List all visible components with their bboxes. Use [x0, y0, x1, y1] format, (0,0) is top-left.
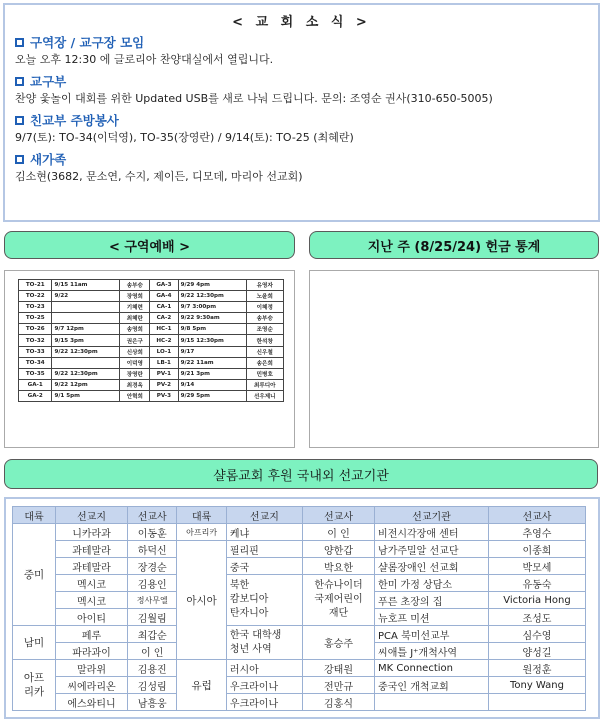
- schedule-cell: 송부승: [120, 280, 150, 291]
- missions-table: [12, 506, 586, 711]
- region-south-america: 남미: [13, 626, 56, 660]
- missionary: 김용진: [128, 660, 177, 677]
- schedule-row: [19, 313, 284, 324]
- missionary: 박모세: [488, 558, 585, 575]
- site-north-korea: 북한: [229, 580, 250, 591]
- schedule-row: [19, 379, 284, 390]
- schedule-cell: 9/22 11am: [178, 357, 246, 368]
- square-bullet-icon: [15, 155, 24, 164]
- schedule-cell: 민병호: [246, 368, 283, 379]
- schedule-cell: 9/21 3pm: [178, 368, 246, 379]
- schedule-cell: 신상희: [120, 346, 150, 357]
- schedule-cell: 송영희: [120, 324, 150, 335]
- schedule-cell: TO-35: [19, 368, 52, 379]
- news-body-line: 오늘 오후 12:30 에 글로리아 찬양대실에서 열립니다.: [15, 53, 274, 66]
- schedule-cell: 권은구: [120, 335, 150, 346]
- schedule-cell: PV-2: [150, 379, 178, 390]
- offering-stats-panel: [309, 270, 599, 448]
- missions-column-header: 대륙: [13, 507, 56, 524]
- news-heading-text: 친교부 주방봉사: [30, 113, 119, 128]
- missionary: 이종희: [488, 541, 585, 558]
- schedule-cell: 조영순: [246, 324, 283, 335]
- missionary: 정사무엘: [128, 592, 177, 609]
- schedule-cell: 9/8 5pm: [178, 324, 246, 335]
- mission-org: PCA 북미선교부: [375, 626, 489, 643]
- news-heading-text: 교구부: [30, 74, 67, 89]
- schedule-cell: CA-2: [150, 313, 178, 324]
- mission-site: 에스와티니: [55, 694, 127, 711]
- mission-org: 한미 가정 상담소: [375, 575, 489, 592]
- schedule-cell: GA-4: [150, 291, 178, 302]
- schedule-cell: 선우제니: [246, 390, 283, 401]
- missionary: 추영수: [488, 524, 585, 541]
- mission-org: 푸른 초장의 집: [375, 592, 489, 609]
- mission-org: 샬롬장애인 선교회: [375, 558, 489, 575]
- mission-site-multi: [226, 575, 302, 626]
- missionary: 조성도: [488, 609, 585, 626]
- schedule-cell: GA-3: [150, 280, 178, 291]
- schedule-cell: 9/15 12:30pm: [178, 335, 246, 346]
- region-central-america: 중미: [13, 524, 56, 626]
- news-heading: [15, 150, 598, 168]
- schedule-cell: 최혜란: [120, 313, 150, 324]
- offering-stats-header: 지난 주 (8/25/24) 헌금 통계: [309, 231, 599, 259]
- site-line: 한국 대학생: [229, 629, 282, 641]
- schedule-cell: GA-1: [19, 379, 52, 390]
- schedule-row: [19, 357, 284, 368]
- schedule-cell: LO-1: [150, 346, 178, 357]
- schedule-cell: 송은희: [246, 357, 283, 368]
- schedule-row: [19, 280, 284, 291]
- schedule-cell: 기혜련: [120, 302, 150, 313]
- news-heading: [15, 111, 598, 129]
- missions-column-header: 선교지: [55, 507, 127, 524]
- region-europe: 유럽: [177, 660, 226, 711]
- schedule-cell: 신우철: [246, 346, 283, 357]
- schedule-cell: 송부승: [246, 313, 283, 324]
- mission-site-korea: [226, 626, 302, 660]
- missionary: 김용인: [128, 575, 177, 592]
- news-heading-text: 새가족: [30, 152, 67, 167]
- mission-site: 아이티: [55, 609, 127, 626]
- missionary: 장경순: [128, 558, 177, 575]
- mission-site: 중국: [226, 558, 302, 575]
- district-worship-header: < 구역예배 >: [4, 231, 295, 259]
- missionary: 김성림: [128, 677, 177, 694]
- news-title: < 교 회 소 식 >: [232, 15, 371, 30]
- schedule-cell: 최루디아: [246, 379, 283, 390]
- schedule-cell: [52, 302, 120, 313]
- news-item: [5, 33, 598, 68]
- schedule-cell: 이덕영: [120, 357, 150, 368]
- missionary: 박요한: [302, 558, 374, 575]
- schedule-cell: PV-3: [150, 390, 178, 401]
- schedule-cell: 한석창: [246, 335, 283, 346]
- schedule-row: [19, 335, 284, 346]
- news-item: [5, 72, 598, 107]
- news-items: [5, 33, 598, 185]
- missionary: 이 인: [302, 524, 374, 541]
- schedule-cell: TO-21: [19, 280, 52, 291]
- schedule-cell: 9/29 5pm: [178, 390, 246, 401]
- mission-site: 멕시코: [55, 592, 127, 609]
- schedule-cell: TO-34: [19, 357, 52, 368]
- schedule-cell: 노윤희: [246, 291, 283, 302]
- mission-org: 남가주밀알 선교단: [375, 541, 489, 558]
- missionary: 최갑순: [128, 626, 177, 643]
- missions-column-header: 선교기관: [375, 507, 489, 524]
- schedule-cell: TO-22: [19, 291, 52, 302]
- schedule-cell: 장영란: [120, 368, 150, 379]
- schedule-row: [19, 291, 284, 302]
- missionary: 김월림: [128, 609, 177, 626]
- missionary-line: 국제어린이: [314, 594, 363, 605]
- schedule-cell: 9/1 5pm: [52, 390, 120, 401]
- schedule-cell: 최경옥: [120, 379, 150, 390]
- mission-site: 말라위: [55, 660, 127, 677]
- schedule-cell: LB-1: [150, 357, 178, 368]
- schedule-cell: 9/14: [178, 379, 246, 390]
- schedule-cell: 이혜정: [246, 302, 283, 313]
- mission-site: 페루: [55, 626, 127, 643]
- schedule-cell: 유영자: [246, 280, 283, 291]
- schedule-row: [19, 368, 284, 379]
- mission-org: [375, 694, 489, 711]
- missionary: 양한갑: [302, 541, 374, 558]
- schedule-row: [19, 324, 284, 335]
- square-bullet-icon: [15, 116, 24, 125]
- missionary: 김홍식: [302, 694, 374, 711]
- schedule-row: [19, 390, 284, 401]
- schedule-cell: 9/17: [178, 346, 246, 357]
- schedule-cell: 9/15 3pm: [52, 335, 120, 346]
- news-item: [5, 150, 598, 185]
- schedule-cell: [52, 357, 120, 368]
- schedule-cell: TO-25: [19, 313, 52, 324]
- mission-org: 중국인 개척교회: [375, 677, 489, 694]
- news-heading: [15, 72, 598, 90]
- missions-column-header: 선교사: [488, 507, 585, 524]
- schedule-cell: [52, 313, 120, 324]
- missionary: 심수영: [488, 626, 585, 643]
- schedule-cell: 9/22 12:30pm: [178, 291, 246, 302]
- schedule-cell: 9/22 12:30pm: [52, 346, 120, 357]
- schedule-cell: TO-23: [19, 302, 52, 313]
- missions-column-header: 선교사: [302, 507, 374, 524]
- mission-site: 우크라이나: [226, 694, 302, 711]
- mission-site: 필리핀: [226, 541, 302, 558]
- missionary-line: 한슈나이더: [314, 580, 363, 591]
- schedule-cell: HC-2: [150, 335, 178, 346]
- schedule-cell: TO-26: [19, 324, 52, 335]
- missionary: 이 인: [128, 643, 177, 660]
- schedule-cell: HC-1: [150, 324, 178, 335]
- schedule-row: [19, 302, 284, 313]
- schedule-cell: 9/22 9:30am: [178, 313, 246, 324]
- region-africa-short: 아프리카: [177, 524, 226, 541]
- missionary: [488, 694, 585, 711]
- schedule-cell: 9/22: [52, 291, 120, 302]
- schedule-cell: GA-2: [19, 390, 52, 401]
- mission-site: 씨에라리온: [55, 677, 127, 694]
- missionary: 유동숙: [488, 575, 585, 592]
- missionary: Victoria Hong: [488, 592, 585, 609]
- missionary: 원정훈: [488, 660, 585, 677]
- missionary: 전만규: [302, 677, 374, 694]
- schedule-cell: 9/15 11am: [52, 280, 120, 291]
- missions-header: 샬롬교회 후원 국내외 선교기관: [4, 459, 598, 489]
- schedule-cell: TO-32: [19, 335, 52, 346]
- schedule-cell: 9/7 12pm: [52, 324, 120, 335]
- missions-column-header: 대륙: [177, 507, 226, 524]
- missionary: 남흥웅: [128, 694, 177, 711]
- mission-site: 러시아: [226, 660, 302, 677]
- mission-site: 파라과이: [55, 643, 127, 660]
- missionary: Tony Wang: [488, 677, 585, 694]
- mission-site: 니카라과: [55, 524, 127, 541]
- missionary-multi: [302, 575, 374, 626]
- schedule-cell: 장영희: [120, 291, 150, 302]
- region-africa-label: 아프리카: [23, 672, 45, 698]
- mission-org: 뉴호프 미션: [375, 609, 489, 626]
- mission-site: 과테말라: [55, 541, 127, 558]
- site-line: 청년 사역: [229, 643, 272, 655]
- mission-org: MK Connection: [375, 660, 489, 677]
- schedule-cell: 9/7 3:00pm: [178, 302, 246, 313]
- schedule-cell: PV-1: [150, 368, 178, 379]
- news-body-line: 김소현(3682, 문소연, 수지, 제이든, 디모데, 마리아 선교회): [15, 170, 303, 183]
- schedule-cell: 9/22 12pm: [52, 379, 120, 390]
- schedule-cell: 9/22 12:30pm: [52, 368, 120, 379]
- region-asia: 아시아: [177, 541, 226, 660]
- missionary-line: 재단: [328, 608, 349, 619]
- mission-site: 멕시코: [55, 575, 127, 592]
- church-news-box: [3, 3, 600, 222]
- news-heading: [15, 33, 598, 51]
- site-cambodia: 캄보디아: [229, 594, 269, 605]
- site-tanzania: 탄자니아: [229, 608, 269, 619]
- missions-column-header: 선교사: [128, 507, 177, 524]
- missionary: 양성길: [488, 643, 585, 660]
- schedule-row: [19, 346, 284, 357]
- news-item: [5, 111, 598, 146]
- region-africa: [13, 660, 56, 711]
- schedule-cell: 안혁희: [120, 390, 150, 401]
- missions-column-header: 선교지: [226, 507, 302, 524]
- mission-site: 케냐: [226, 524, 302, 541]
- mission-org: 씨애틀 J⁺개척사역: [375, 643, 489, 660]
- news-body-line: 9/7(토): TO-34(이덕영), TO-35(장영란) / 9/14(토): TO-25 (최혜란): [15, 131, 354, 144]
- news-heading-text: 구역장 / 교구장 모임: [30, 35, 145, 50]
- square-bullet-icon: [15, 38, 24, 47]
- district-schedule-table: [18, 279, 284, 402]
- missionary: 홍승주: [302, 626, 374, 660]
- schedule-cell: 9/29 4pm: [178, 280, 246, 291]
- missionary: 하덕신: [128, 541, 177, 558]
- schedule-cell: CA-1: [150, 302, 178, 313]
- mission-org: 비전시각장애 센터: [375, 524, 489, 541]
- schedule-cell: TO-33: [19, 346, 52, 357]
- mission-site: 과테말라: [55, 558, 127, 575]
- mission-site: 우크라이나: [226, 677, 302, 694]
- missionary: 이동훈: [128, 524, 177, 541]
- square-bullet-icon: [15, 77, 24, 86]
- news-body-line: 찬양 웇놀이 대회를 위한 Updated USB를 새로 나눠 드립니다. 문의: 조영순 권사(310-650-5005): [15, 92, 493, 105]
- missionary: 강태원: [302, 660, 374, 677]
